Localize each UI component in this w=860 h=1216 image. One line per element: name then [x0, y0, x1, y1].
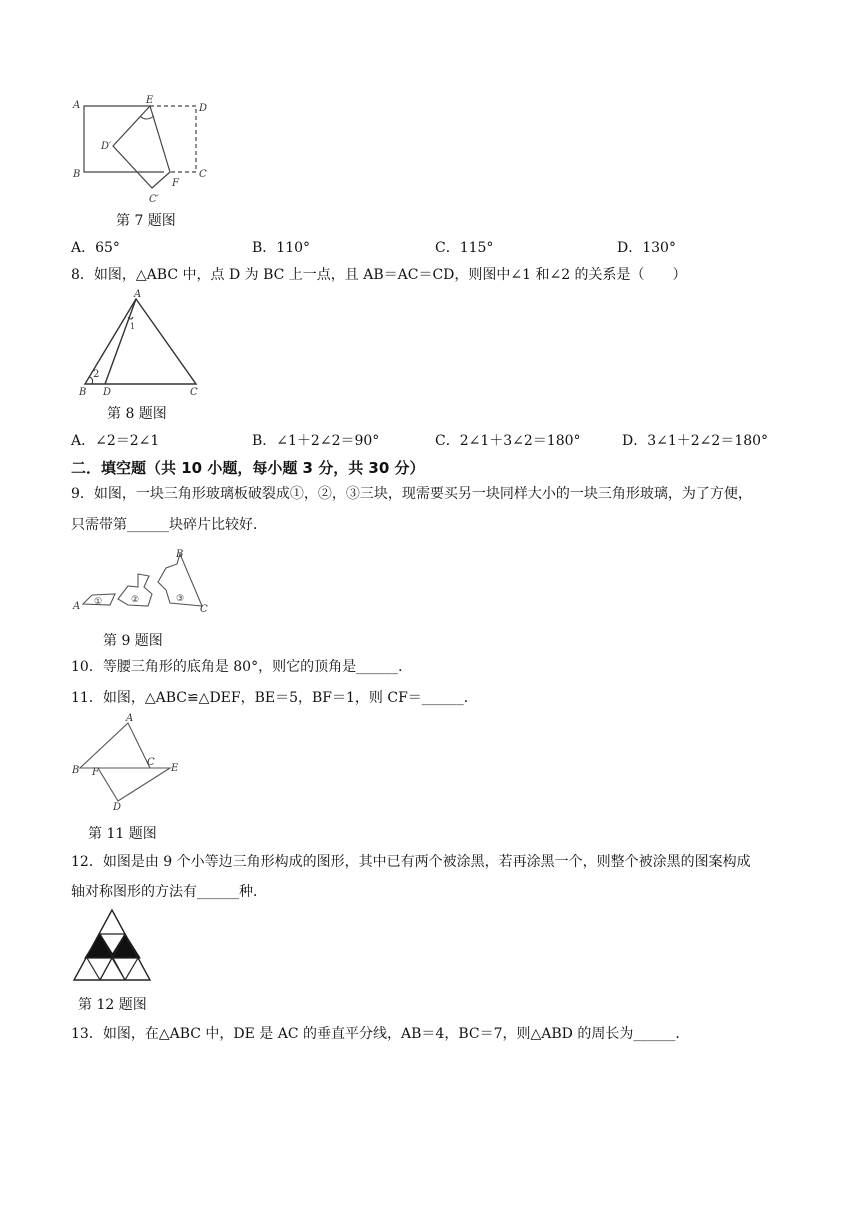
q7-option-a: A．65° [71, 240, 120, 256]
q7-option-c: C．115° [435, 240, 494, 256]
q11-caption: 第 11 题图 [88, 826, 157, 842]
q8-figure [74, 287, 214, 399]
q9-caption: 第 9 题图 [103, 633, 163, 649]
q11-label-E: E [171, 763, 179, 774]
q9-label-B: B [176, 549, 184, 560]
q9-label-C: C [200, 604, 208, 615]
q7-figure [66, 94, 226, 212]
q7-label-F: F [172, 178, 179, 189]
q11-label-F: F [92, 767, 99, 778]
q9-label-p3: ③ [176, 594, 185, 604]
q12-line-1: 12．如图是由 9 个小等边三角形构成的图形，其中已有两个被涂黑，若再涂黑一个，则整个被涂黑的图案构成 [71, 854, 751, 870]
q11-label-A: A [126, 713, 134, 724]
q8-option-d: D．3∠1＋2∠2＝180° [622, 433, 769, 449]
q9-line-1: 9．如图，一块三角形玻璃板破裂成①，②，③三块，现需要买另一块同样大小的一块三角形玻璃，为了方便， [71, 486, 752, 502]
q13-text: 13．如图，在△ABC 中，DE 是 AC 的垂直平分线，AB＝4，BC＝7，则△ABD 的周长为______． [71, 1026, 690, 1042]
q7-label-Dp: D′ [101, 141, 112, 152]
q8-stem: 8．如图，△ABC 中，点 D 为 BC 上一点，且 AB＝AC＝CD，则图中∠1 和∠2 的关系是（ ） [71, 267, 687, 283]
q12-caption: 第 12 题图 [78, 997, 147, 1013]
q9-label-p1: ① [94, 597, 103, 607]
q8-option-a: A．∠2＝2∠1 [71, 433, 160, 449]
q8-caption: 第 8 题图 [107, 406, 167, 422]
q7-label-Cp: C′ [149, 194, 159, 205]
q7-label-A: A [73, 100, 81, 111]
q8-label-D: D [103, 387, 112, 398]
q8-option-b: B．∠1＋2∠2＝90° [252, 433, 380, 449]
q7-caption: 第 7 题图 [116, 213, 176, 229]
q8-label-A: A [134, 289, 142, 300]
q11-label-D: D [113, 802, 122, 813]
q11-label-C: C [147, 757, 155, 768]
q8-label-one: 1 [130, 322, 136, 331]
q8-label-C: C [190, 387, 198, 398]
q8-label-B: B [79, 387, 87, 398]
q7-option-b: B．110° [252, 240, 311, 256]
q7-label-B: B [73, 169, 81, 180]
q7-option-d: D．130° [617, 240, 676, 256]
q8-option-c: C．2∠1＋3∠2＝180° [435, 433, 581, 449]
q11-figure [70, 713, 190, 815]
q9-line-2: 只需带第______块碎片比较好． [71, 517, 267, 533]
q7-label-C: C [199, 169, 207, 180]
q12-line-2: 轴对称图形的方法有______种． [71, 884, 267, 900]
q9-label-p2: ② [131, 595, 140, 605]
q11-text: 11．如图，△ABC≌△DEF，BE＝5，BF＝1，则 CF＝______． [71, 690, 478, 706]
section-2-title: 二．填空题（共 10 小题，每小题 3 分，共 30 分） [71, 459, 425, 477]
q9-figure [70, 546, 220, 620]
q12-figure [70, 908, 160, 986]
q7-label-E: E [146, 95, 154, 106]
q11-label-B: B [72, 765, 80, 776]
q7-label-D: D [199, 103, 208, 114]
q8-label-two: 2 [93, 369, 100, 380]
q9-label-A: A [73, 601, 81, 612]
q10-text: 10．等腰三角形的底角是 80°，则它的顶角是______． [71, 659, 413, 675]
